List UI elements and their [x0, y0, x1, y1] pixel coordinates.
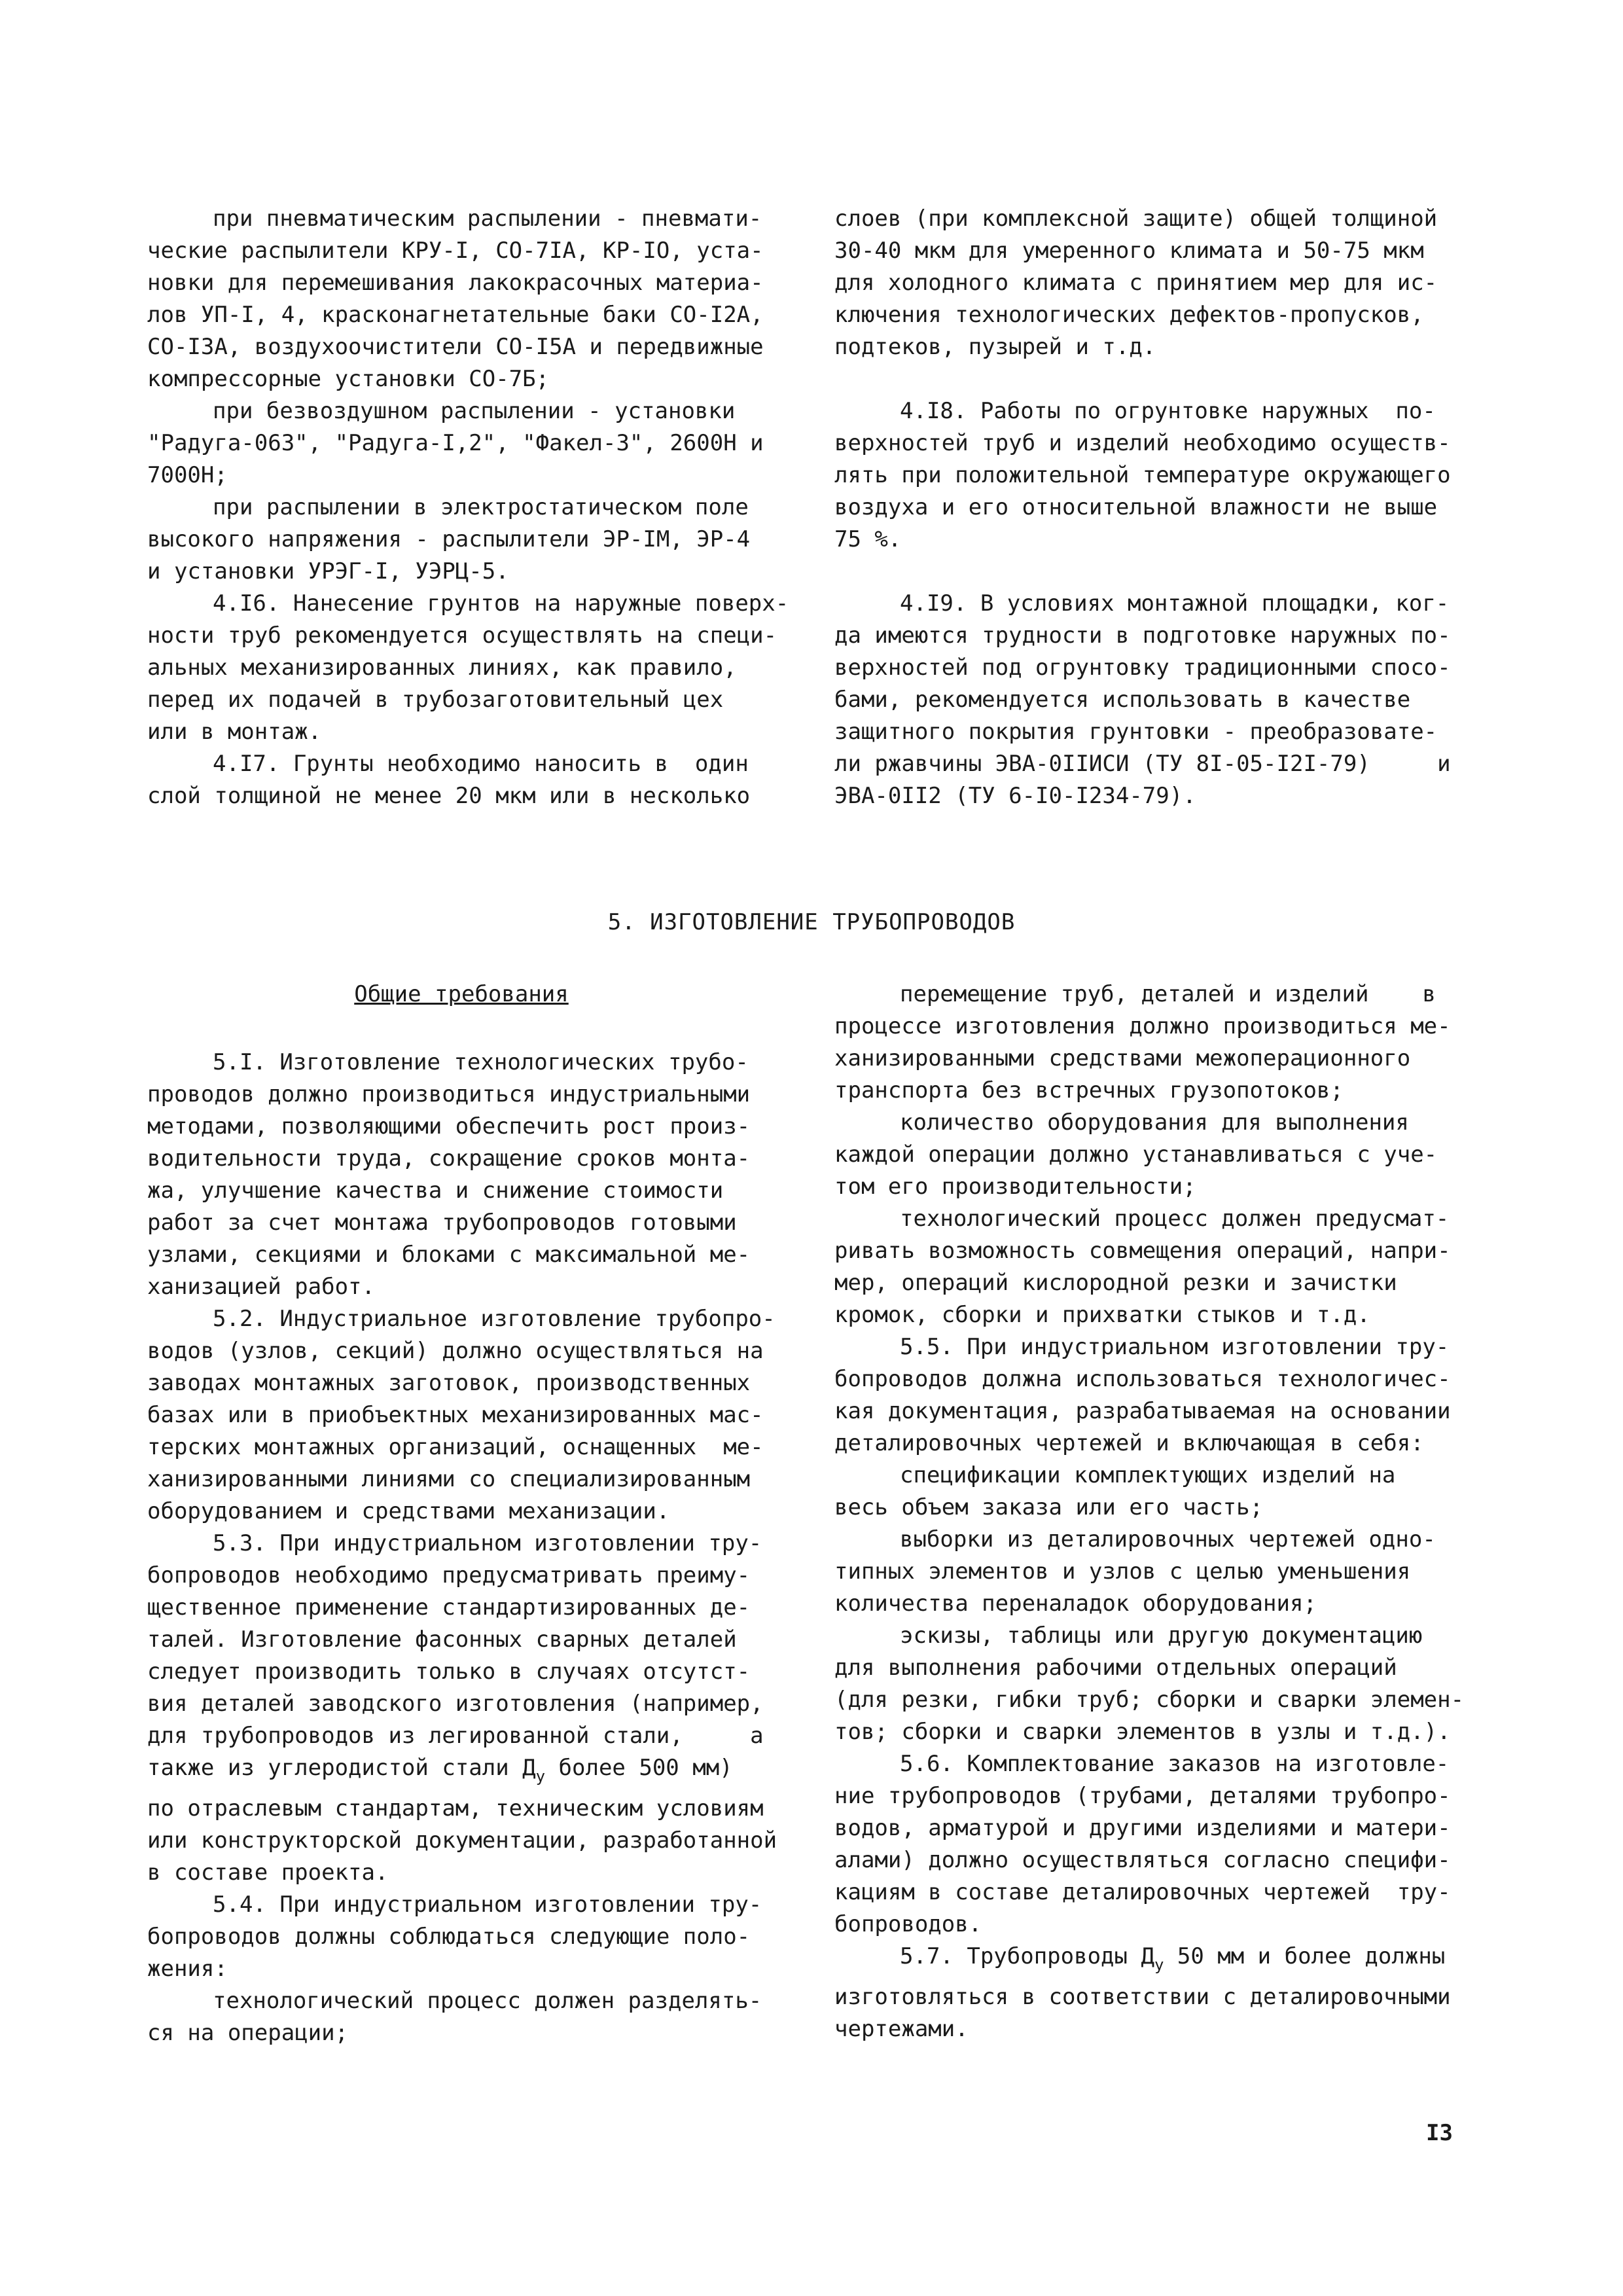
- text-line: чертежами.: [834, 2016, 969, 2042]
- text-line: ханизацией работ.: [147, 1274, 375, 1300]
- text-line: спецификации комплектующих изделий на: [900, 1462, 1396, 1488]
- text-line: да имеются трудности в подготовке наружных по-: [834, 622, 1451, 649]
- text-fragment: также из углеродистой стали Д: [147, 1755, 536, 1781]
- text-line: талей. Изготовление фасонных сварных деталей: [147, 1626, 737, 1653]
- text-line: жения:: [147, 1956, 228, 1982]
- text-line: при безвоздушном распылении - установки: [213, 398, 736, 424]
- text-line: слой толщиной не менее 20 мкм или в несколько: [147, 783, 751, 809]
- text-line: при пневматическим распылении - пневмати-: [213, 206, 762, 232]
- text-line: при распылении в электростатическом поле: [213, 494, 749, 520]
- text-line: 4.I8. Работы по огрунтовке наружных по-: [900, 398, 1436, 424]
- text-line: 5.6. Комплектование заказов на изготовле-: [900, 1751, 1450, 1777]
- text-line: количества переналадок оборудования;: [834, 1590, 1317, 1617]
- text-line: (для резки, гибки труб; сборки и сварки элемен-: [834, 1687, 1465, 1713]
- text-line: лять при положительной температуре окружающего: [834, 462, 1451, 488]
- text-line: слоев (при комплексной защите) общей толщиной: [834, 206, 1438, 232]
- text-line: перемещение труб, деталей и изделий в: [900, 981, 1436, 1007]
- text-line: ли ржавчины ЭВА-0IIИСИ (ТУ 8I-05-I2I-79) и: [834, 751, 1451, 777]
- text-line: каждой операции должно устанавливаться с уче-: [834, 1141, 1438, 1168]
- text-line: верхностей труб и изделий необходимо осуществ-: [834, 430, 1451, 456]
- text-line: новки для перемешивания лакокрасочных материа-: [147, 270, 764, 296]
- text-line: бами, рекомендуется использовать в качестве: [834, 687, 1411, 713]
- text-line: 75 %.: [834, 526, 902, 552]
- section-title: 5. ИЗГОТОВЛЕНИЕ ТРУБОПРОВОДОВ: [607, 909, 1016, 935]
- text-line: верхностей под огрунтовку традиционными спосо-: [834, 655, 1451, 681]
- text-line: кациям в составе деталировочных чертежей тру-: [834, 1879, 1451, 1905]
- text-line: 5.I. Изготовление технологических трубо-: [213, 1049, 749, 1075]
- bottom-left-column: [147, 978, 776, 2049]
- text-line: бопроводов должны соблюдаться следующие поло-: [147, 1924, 751, 1950]
- text-line: кая документация, разрабатываемая на основании: [834, 1398, 1451, 1424]
- text-line: кромок, сборки и прихватки стыков и т.д.: [834, 1302, 1370, 1328]
- text-line: терских монтажных организаций, оснащенных ме-: [147, 1434, 764, 1460]
- text-line: 7000Н;: [147, 462, 228, 488]
- text-line: водительности труда, сокращение сроков монта-: [147, 1145, 751, 1172]
- text-fragment: 5.7. Трубопроводы Д: [900, 1943, 1154, 1969]
- text-line: транспорта без встречных грузопотоков;: [834, 1077, 1344, 1103]
- text-line: количество оборудования для выполнения: [900, 1109, 1409, 1136]
- text-line: мер, операций кислородной резки и зачистки: [834, 1270, 1397, 1296]
- text-line: вия деталей заводского изготовления (например,: [147, 1691, 764, 1717]
- text-line: или конструкторской документации, разработанной: [147, 1827, 777, 1854]
- text-line: ривать возможность совмещения операций, напри-: [834, 1238, 1451, 1264]
- text-line: ческие распылители КРУ-I, СО-7IА, КР-IО, уста-: [147, 238, 764, 264]
- text-line: 4.I7. Грунты необходимо наносить в один: [213, 751, 749, 777]
- text-line: ние трубопроводов (трубами, деталями трубопро-: [834, 1783, 1451, 1809]
- text-line: 5.3. При индустриальном изготовлении тру-: [213, 1530, 762, 1556]
- text-line: 5.2. Индустриальное изготовление трубопро-: [213, 1306, 776, 1332]
- text-line: высокого напряжения - распылители ЭР-IМ, ЭР-4: [147, 526, 751, 552]
- text-line: для выполнения рабочими отдельных операций: [834, 1655, 1397, 1681]
- text-line: для холодного климата с принятием мер для ис-: [834, 270, 1438, 296]
- text-line: весь объем заказа или его часть;: [834, 1494, 1264, 1520]
- page-number: I3: [1426, 2120, 1453, 2146]
- text-line: деталировочных чертежей и включающая в себя:: [834, 1430, 1424, 1456]
- text-line: жа, улучшение качества и снижение стоимости: [147, 1177, 724, 1204]
- text-line: по отраслевым стандартам, техническим условиям: [147, 1795, 764, 1821]
- text-line: технологический процесс должен разделять-: [213, 1988, 762, 2014]
- top-left-column: [147, 203, 789, 812]
- text-line: ЭВА-0II2 (ТУ 6-I0-I234-79).: [834, 783, 1196, 809]
- text-line: алами) должно осуществляться согласно специфи-: [834, 1847, 1451, 1873]
- text-line: процессе изготовления должно производиться ме-: [834, 1013, 1451, 1039]
- text-line: воздуха и его относительной влажности не выше: [834, 494, 1438, 520]
- text-line: 5.5. При индустриальном изготовлении тру-: [900, 1334, 1450, 1360]
- text-line: технологический процесс должен предусмат-: [900, 1206, 1450, 1232]
- text-line: изготовляться в соответствии с деталировочными: [834, 1984, 1451, 2010]
- text-fragment: 50 мм и более должны: [1164, 1943, 1446, 1969]
- text-line: 30-40 мкм для умеренного климата и 50-75 мкм: [834, 238, 1424, 264]
- top-right-column: [834, 203, 1463, 812]
- text-line: заводах монтажных заготовок, производственных: [147, 1370, 751, 1396]
- text-line: базах или в приобъектных механизированных мас-: [147, 1402, 764, 1428]
- bottom-right-column: [834, 978, 1463, 2045]
- text-line: компрессорные установки СО-7Б;: [147, 366, 550, 392]
- subscript: у: [1154, 1956, 1164, 1974]
- text-line: ханизированными средствами межоперационного: [834, 1045, 1411, 1071]
- text-line: узлами, секциями и блоками с максимальной ме-: [147, 1242, 751, 1268]
- text-line: подтеков, пузырей и т.д.: [834, 334, 1156, 360]
- text-line: ключения технологических дефектов-пропусков,: [834, 302, 1424, 328]
- text-line: щественное применение стандартизированных де-: [147, 1594, 751, 1621]
- text-line: СО-I3А, воздухоочистители СО-I5А и передвижные: [147, 334, 764, 360]
- text-line: ся на операции;: [147, 2020, 349, 2046]
- text-line: выборки из деталировочных чертежей одно-: [900, 1526, 1436, 1552]
- text-line: водов, арматурой и другими изделиями и матери-: [834, 1815, 1451, 1841]
- text-line: "Радуга-063", "Радуга-I,2", "Факел-3", 2600Н и: [147, 430, 764, 456]
- text-line: водов (узлов, секций) должно осуществляться на: [147, 1338, 764, 1364]
- text-line: тов; сборки и сварки элементов в узлы и т.д.).: [834, 1719, 1451, 1745]
- text-line: ханизированными линиями со специализированным: [147, 1466, 751, 1492]
- text-line: [834, 1941, 1463, 1981]
- text-line: типных элементов и узлов с целью уменьшения: [834, 1558, 1411, 1585]
- text-line: оборудованием и средствами механизации.: [147, 1498, 670, 1524]
- text-line: том его производительности;: [834, 1174, 1196, 1200]
- text-line: ности труб рекомендуется осуществлять на специ-: [147, 622, 777, 649]
- text-line: [147, 1752, 776, 1793]
- text-line: бопроводов.: [834, 1911, 982, 1937]
- text-line: 5.4. При индустриальном изготовлении тру-: [213, 1892, 762, 1918]
- text-line: бопроводов необходимо предусматривать преиму-: [147, 1562, 751, 1588]
- text-line: следует производить только в случаях отсутст-: [147, 1659, 751, 1685]
- text-line: перед их подачей в трубозаготовительный цех: [147, 687, 724, 713]
- text-line: в составе проекта.: [147, 1859, 389, 1886]
- subscript: у: [535, 1767, 546, 1785]
- text-fragment: более 500 мм): [545, 1755, 733, 1781]
- text-line: эскизы, таблицы или другую документацию: [900, 1623, 1423, 1649]
- text-line: 4.I9. В условиях монтажной площадки, ког-: [900, 590, 1450, 617]
- text-line: для трубопроводов из легированной стали, а: [147, 1723, 764, 1749]
- text-line: проводов должно производиться индустриальными: [147, 1081, 751, 1107]
- text-line: лов УП-I, 4, красконагнетательные баки СО-I2А,: [147, 302, 764, 328]
- subsection-title: Общие требования: [354, 981, 569, 1007]
- text-line: альных механизированных линиях, как правило,: [147, 655, 737, 681]
- text-line: 4.I6. Нанесение грунтов на наружные поверх-: [213, 590, 789, 617]
- text-line: методами, позволяющими обеспечить рост произ-: [147, 1113, 751, 1139]
- text-line: защитного покрытия грунтовки - преобразовате-: [834, 719, 1438, 745]
- text-line: и установки УРЭГ-I, УЭРЦ-5.: [147, 558, 509, 584]
- text-line: работ за счет монтажа трубопроводов готовыми: [147, 1210, 737, 1236]
- text-line: бопроводов должна использоваться технологичес-: [834, 1366, 1451, 1392]
- text-line: или в монтаж.: [147, 719, 322, 745]
